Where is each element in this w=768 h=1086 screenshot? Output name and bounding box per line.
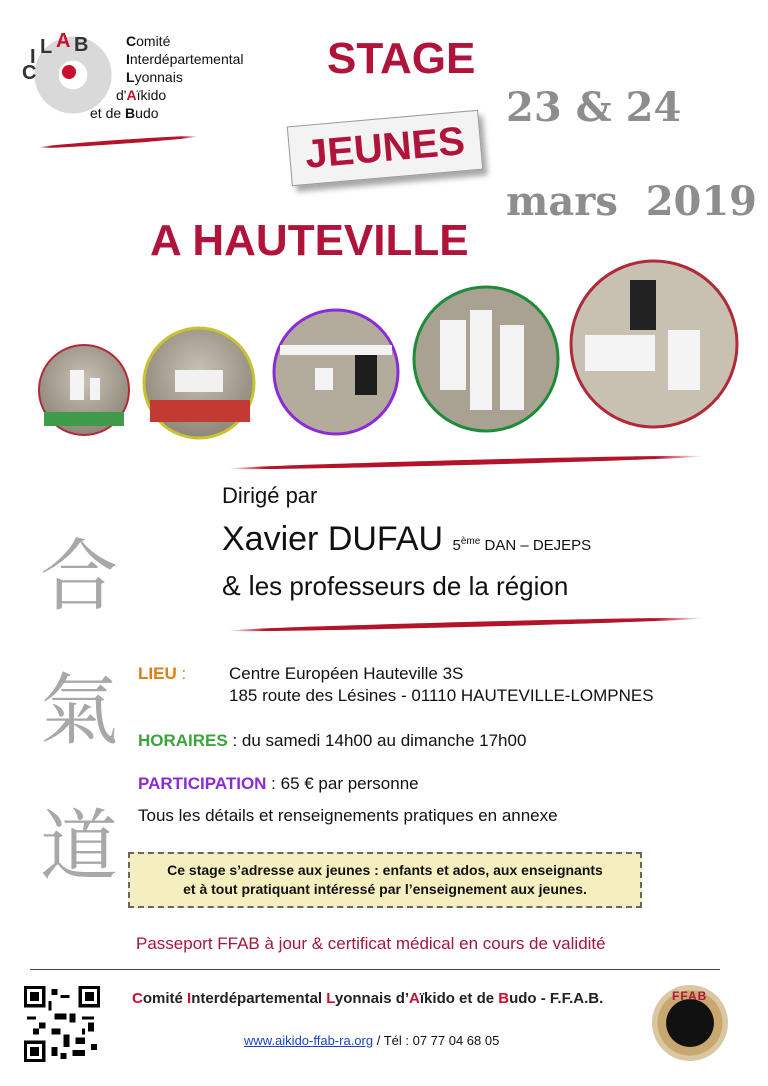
lieu-line-2: 185 route des Lésines - 01110 HAUTEVILLE-LOMPNES	[229, 686, 654, 705]
title-jeunes-box	[287, 110, 483, 187]
passport-requirement: Passeport FFAB à jour & certificat médical en cours de validité	[136, 934, 606, 953]
footer-organisation: Comité Interdépartemental Lyonnais d’Aïkido et de Budo - F.F.A.B.	[132, 990, 604, 1007]
photo-4	[414, 287, 558, 431]
ffab-logo-text: FFAB	[672, 989, 708, 1003]
kanji-ki: 氣	[40, 666, 119, 756]
lieu-label-row: LIEU :	[138, 664, 187, 683]
photo-5	[571, 261, 737, 427]
logo-letter-a: A	[56, 30, 71, 52]
directed-by-label: Dirigé par	[222, 483, 318, 508]
photo-1	[39, 345, 129, 435]
notice-line-1: Ce stage s’adresse aux jeunes : enfants et ados, aux enseignants	[167, 862, 603, 878]
title-jeunes: JEUNES	[303, 118, 467, 177]
notice-line-2: et à tout pratiquant intéressé par l’enseignement aux jeunes.	[183, 881, 587, 897]
phone-number: / Tél : 07 77 04 68 05	[373, 1033, 500, 1048]
logo-letter-i: I	[30, 46, 36, 68]
kanji-do: 道	[40, 802, 119, 892]
footer-contact	[244, 1033, 499, 1048]
brush-divider-bottom	[228, 616, 703, 633]
footer-divider	[30, 969, 720, 970]
website-link[interactable]: www.aikido-ffab-ra.org	[244, 1033, 374, 1048]
logo-letter-c: C	[22, 62, 37, 84]
instructor-name-row	[222, 520, 591, 559]
instructor-rank: 5ème DAN – DEJEPS	[452, 536, 592, 554]
date-days: 23 & 24	[506, 84, 682, 131]
qr-code[interactable]	[24, 986, 100, 1062]
horaires-row: HORAIRES : du samedi 14h00 au dimanche 17h00	[138, 731, 527, 750]
title-stage: STAGE	[327, 34, 476, 83]
photo-3	[274, 310, 398, 434]
instructor-name: Xavier DUFAU	[222, 520, 444, 558]
brush-divider-top	[228, 454, 703, 471]
participation-row: PARTICIPATION : 65 € par personne	[138, 774, 419, 793]
lieu-line-1: Centre Européen Hauteville 3S	[229, 664, 464, 683]
photo-2	[144, 328, 254, 438]
date-month-year: mars 2019	[506, 178, 758, 225]
logo-letter-l: L	[40, 36, 53, 58]
kanji-ai: 合	[40, 532, 119, 622]
regional-teachers: & les professeurs de la région	[222, 570, 569, 601]
logo-red-dot	[62, 65, 76, 79]
title-place: A HAUTEVILLE	[150, 216, 469, 265]
audience-notice	[128, 852, 642, 908]
logo-letter-b: B	[74, 34, 89, 56]
photo-circles	[0, 250, 768, 440]
logo-brush-stroke	[38, 134, 198, 149]
annexe-note: Tous les détails et renseignements pratiques en annexe	[138, 806, 558, 825]
organisation-name: Comité Interdépartemental Lyonnais d'Aïkido et de Budo	[90, 33, 244, 121]
